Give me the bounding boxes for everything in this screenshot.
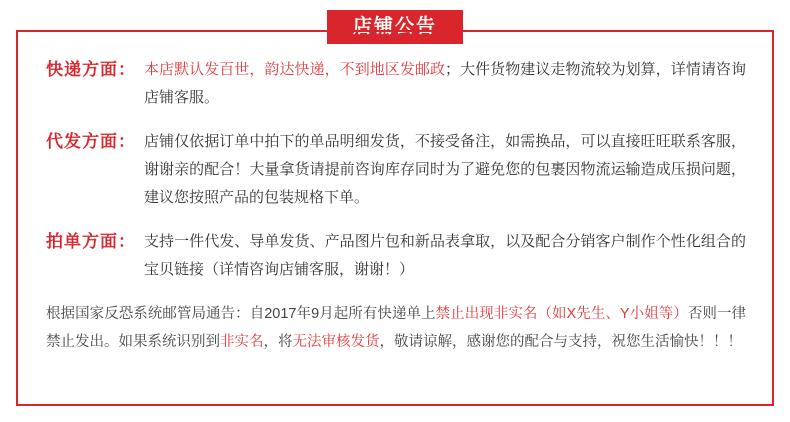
announcement-content [46,56,746,356]
section-dropship [46,128,746,212]
notice-part-3: ，将 [263,334,293,350]
section-express-highlight: 本店默认发百世，韵达快递，不到地区发邮政 [144,61,446,78]
section-dropship-text: 店铺仅依据订单中拍下的单品明细发货，不接受备注，如需换品，可以直接旺旺联系客服，谢谢亲的配合！大量拿货请提前咨询库存同时为了避免您的包裹因物流运输造成压损问题，建议您按照产品的包装规格下单。 [144,133,746,206]
notice-red-2: 非实名 [220,334,264,350]
notice-part-2: 否则一律禁止发出。如果系统识别到 [46,306,746,350]
notice-part-1: 根据国家反恐系统邮管局通告：自2017年9月起所有快递单上 [46,306,436,322]
notice-red-3: 无法审核发货 [292,334,380,350]
section-express-label: 快递方面： [46,60,136,79]
section-ordering-label: 拍单方面： [46,232,136,251]
section-express-text [144,56,746,112]
section-express [46,56,746,112]
section-ordering-text: 支持一件代发、导单发货、产品图片包和新品表拿取，以及配合分销客户制作个性化组合的宝贝链接（详情咨询店铺客服，谢谢！） [144,233,746,278]
section-dropship-label: 代发方面： [46,132,136,151]
section-ordering [46,228,746,284]
notice-part-4: ，敬请谅解，感谢您的配合与支持，祝您生活愉快！！！ [379,334,742,350]
section-express-rest: ；大件货物建议走物流较为划算，详情请咨询店铺客服。 [144,61,746,106]
announcement-title-badge: 店铺公告 [327,10,463,44]
notice-red-1: 禁止出现非实名（如X先生、Y小姐等） [435,306,688,322]
realname-notice [46,300,746,356]
